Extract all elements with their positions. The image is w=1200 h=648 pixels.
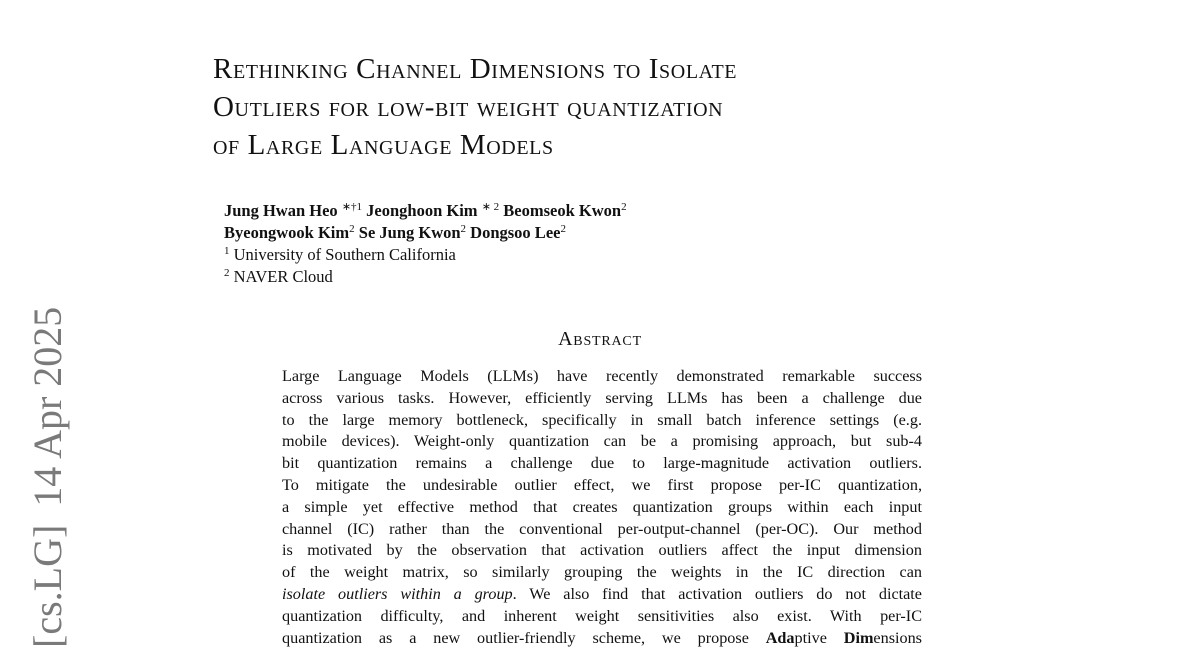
author-name: Se Jung Kwon [358,223,461,242]
abstract-line [282,628,922,648]
author-block [224,200,627,288]
abstract-body [282,366,922,648]
abstract-line: quantization difficulty, and inherent weight sensitivities also exist. With per-IC [282,606,922,625]
abstract-text: quantization as a new outlier-friendly scheme, we propose [282,628,766,647]
author-line-1 [224,200,627,222]
abstract-text: . We also find that activation outliers do not dictate [512,584,922,603]
affiliation-name: University of Southern California [233,245,456,264]
abstract-line: of the weight matrix, so similarly grouping the weights in the IC direction can [282,563,922,582]
abstract-bold: Dim [843,628,874,647]
title-line-2: Outliers for low-bit weight quantization [213,91,724,123]
abstract-bold: Ada [765,628,795,647]
affiliation-2 [224,266,627,288]
abstract-line: to the large memory bottleneck, specifically in small batch inference settings (e.g. [282,410,922,429]
author-name: Jung Hwan Heo [224,201,338,220]
author-sup: 2 [460,223,467,235]
affiliation-name: NAVER Cloud [233,267,333,286]
title-line-1: Rethinking Channel Dimensions to Isolate [213,53,738,85]
author-sup: 2 [621,201,627,213]
affiliation-1 [224,244,627,266]
abstract-heading [0,328,1200,351]
author-name: Byeongwook Kim [224,223,350,242]
author-sup: ∗ 2 [481,201,500,213]
abstract-line: Large Language Models (LLMs) have recently demonstrated remarkable success [282,367,922,385]
author-sup: ∗†1 [341,201,363,213]
paper-title [213,50,973,164]
abstract-text: ptive [794,628,844,647]
arxiv-date: 14 Apr 2025 [25,306,70,507]
abstract-line: channel (IC) rather than the conventional per-output-channel (per-OC). Our method [282,519,922,538]
affiliation-sup: 1 [224,245,230,257]
author-name: Beomseok Kwon [503,201,622,220]
author-name: Dongsoo Lee [470,223,561,242]
author-sup: 2 [560,223,566,235]
author-name: Jeonghoon Kim [366,201,478,220]
abstract-text: ensions [873,628,922,647]
arxiv-stamp [24,308,72,648]
abstract-heading-text: Abstract [558,328,642,350]
arxiv-category: [cs.LG] [25,524,70,648]
author-sup: 2 [349,223,355,235]
abstract-line: bit quantization remains a challenge due to large-magnitude activation outliers. [282,454,922,473]
abstract-emphasis: isolate outliers within a group [282,584,513,603]
abstract-line: mobile devices). Weight-only quantization can be a promising approach, but sub-4 [282,432,922,451]
abstract-line: a simple yet effective method that creates quantization groups within each input [282,497,922,516]
abstract-line: To mitigate the undesirable outlier effect, we first propose per-IC quantization, [282,475,922,494]
abstract-line: is motivated by the observation that activation outliers affect the input dimension [282,541,922,560]
title-line-3: of Large Language Models [213,129,554,161]
abstract-line: across various tasks. However, efficiently serving LLMs has been a challenge due [282,388,922,407]
affiliation-sup: 2 [224,267,230,279]
abstract-line [282,584,922,606]
author-line-2 [224,222,627,244]
